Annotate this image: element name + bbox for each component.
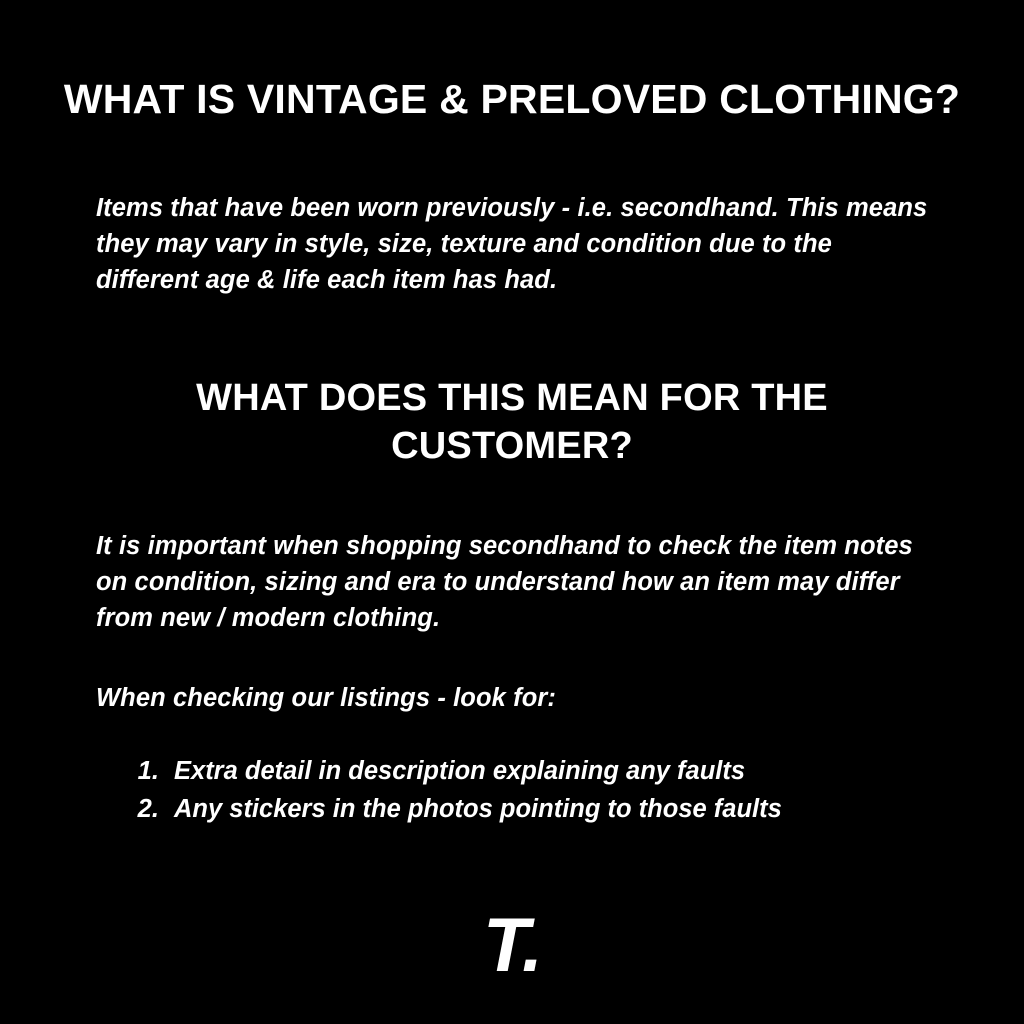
- customer-explanation-paragraph: It is important when shopping secondhand to check the item notes on condition, sizing and era to understand how an item may differ from new / modern clothing.: [96, 532, 913, 633]
- listing-checklist: [120, 752, 928, 829]
- brand-logo: T.: [483, 903, 541, 988]
- section-heading-customer: WHAT DOES THIS MEAN FOR THE CUSTOMER?: [196, 377, 828, 467]
- list-item: 1. Extra detail in description explaining any faults: [166, 752, 928, 790]
- listings-prompt-text: When checking our listings - look for:: [96, 684, 556, 712]
- list-item: 2. Any stickers in the photos pointing to those faults: [166, 790, 928, 828]
- intro-paragraph: Items that have been worn previously - i.e. secondhand. This means they may vary in style, size, texture and condition due to the different age & life each item has had.: [96, 194, 928, 295]
- page-title: WHAT IS VINTAGE & PRELOVED CLOTHING?: [63, 76, 961, 122]
